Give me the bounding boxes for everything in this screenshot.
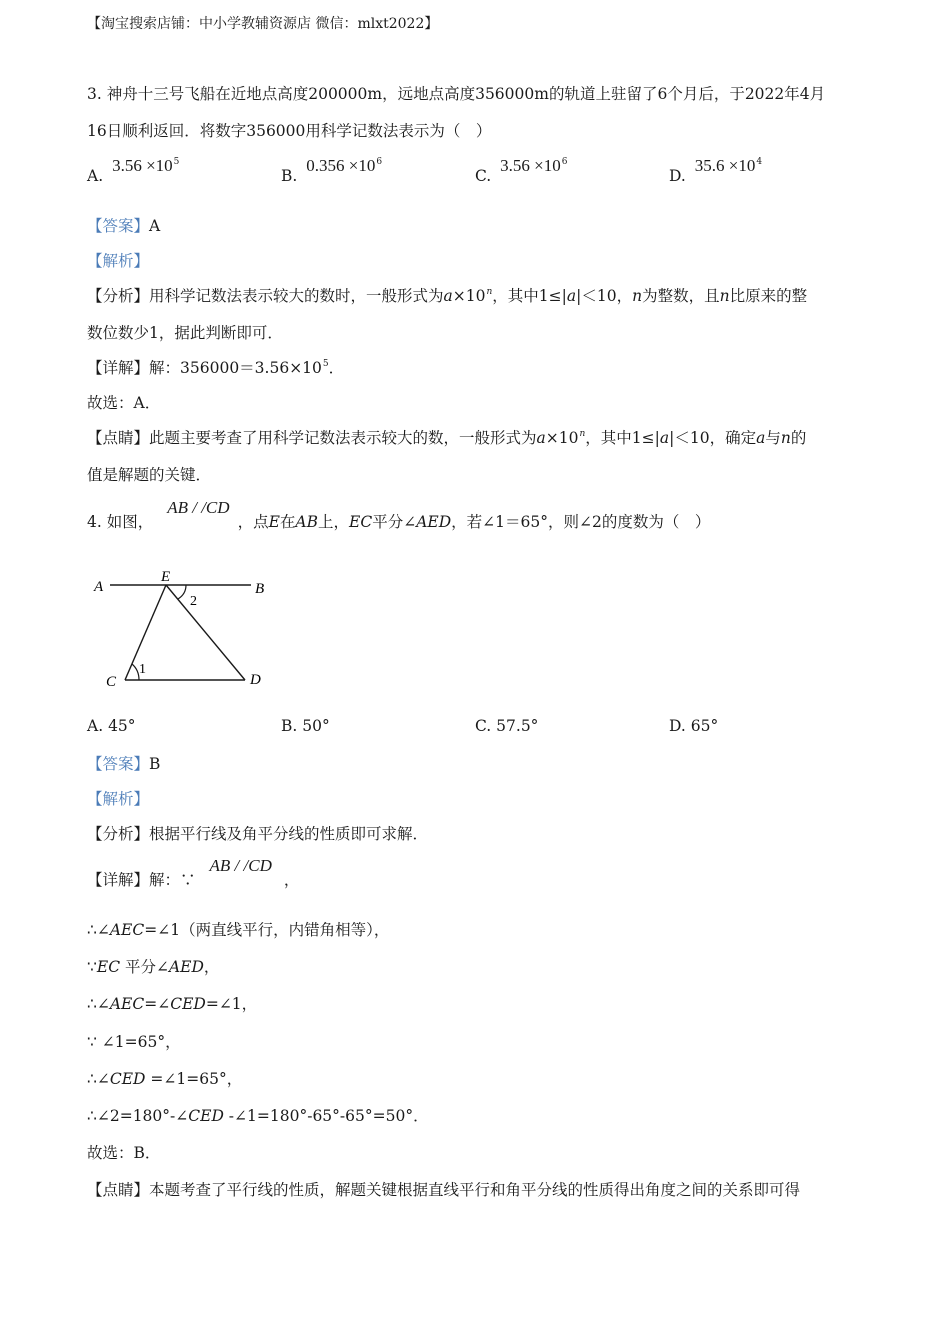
q3-stem-line1: 3. 神舟十三号飞船在近地点高度200000m，远地点高度356000m的轨道上驻留了6个月后，于2022年4月 [87, 85, 826, 103]
q4-option-a: A. 45° [87, 717, 136, 735]
line-ed [166, 585, 245, 680]
point-d-label: D [250, 672, 261, 688]
q3-fenxi-line2: 数位数少1，据此判断即可． [87, 324, 283, 342]
q4-answer: 【答案】B [87, 755, 161, 773]
angle-2-label: 2 [190, 594, 197, 609]
q4-option-b: B. 50° [281, 717, 330, 735]
q4-comment: 【点睛】本题考查了平行线的性质，解题关键根据直线平行和角平分线的性质得出角度之间的关系即可得 [87, 1181, 801, 1199]
q3-choose: 故选：A． [87, 394, 161, 412]
q3-answer: 【答案】A [87, 217, 161, 235]
q4-parallel-formula: AB / /CD [167, 498, 230, 517]
q4-fenxi: 【分析】根据平行线及角平分线的性质即可求解． [87, 825, 429, 843]
q3-detail: 【详解】解：$356000=3.56\times 10^5$． [87, 359, 345, 377]
q4-detail: 【详解】解：∵AB / /CD， [87, 856, 300, 889]
point-c-label: C [106, 674, 117, 690]
q4-option-d: D. 65° [669, 717, 719, 735]
q3-analysis-tag: 【解析】 [87, 252, 150, 270]
point-b-label: B [255, 581, 265, 597]
q4-step-2: ∵EC 平分∠AED， [87, 958, 220, 976]
q4-step-4: ∵ ∠1=65°， [87, 1033, 181, 1051]
q3-option-b: B. $0.356 \times 10^6$ [281, 156, 383, 185]
q3-comment-line2: 值是解题的关键． [87, 466, 212, 484]
q4-step-5: ∴∠CED =∠1=65°， [87, 1070, 243, 1088]
q4-step-3: ∴∠AEC=∠CED=∠1， [87, 995, 258, 1013]
angle-1-arc [132, 664, 139, 680]
q4-detail-parallel-formula: AB / /CD [209, 856, 272, 875]
q3-stem-line2: 16日顺利返回．将数字356000用科学记数法表示为（ ） [87, 122, 492, 140]
page-header: 【淘宝搜索店铺：中小学教辅资源店 微信：mlxt2022】 [87, 16, 439, 32]
q3-comment-line1: 【点睛】此题主要考查了用科学记数法表示较大的数，一般形式为$a\times 10^n$，其中1≤|a|＜10，确定a与n的 [87, 429, 807, 447]
q3-option-d: D. $35.6 \times 10^4$ [669, 156, 763, 185]
q4-figure [85, 560, 285, 695]
q3-fenxi-line1: 【分析】用科学记数法表示较大的数时，一般形式为$a\times 10^n$，其中1≤|a|＜10，n为整数，且n比原来的整 [87, 287, 808, 305]
q4-option-c: C. 57.5° [475, 717, 539, 735]
q3-option-a: A. $3.56 \times 10^5$ [87, 156, 180, 185]
q4-analysis-tag: 【解析】 [87, 790, 150, 808]
q4-stem: 4. 如图，AB / /CD，点E在AB上，EC平分∠AED，若∠1＝65°，则∠2的度数为（ ） [87, 498, 711, 531]
point-a-label: A [94, 579, 104, 595]
q3-option-c: C. $3.56 \times 10^6$ [475, 156, 568, 185]
q4-step-1: ∴∠AEC=∠1（两直线平行，内错角相等）， [87, 921, 390, 939]
q4-choose: 故选：B． [87, 1144, 161, 1162]
point-e-label: E [161, 569, 171, 585]
angle-2-arc [178, 585, 186, 599]
q4-step-6: ∴∠2=180°-∠CED -∠1=180°-65°-65°=50°． [87, 1107, 429, 1125]
angle-1-label: 1 [139, 662, 146, 677]
